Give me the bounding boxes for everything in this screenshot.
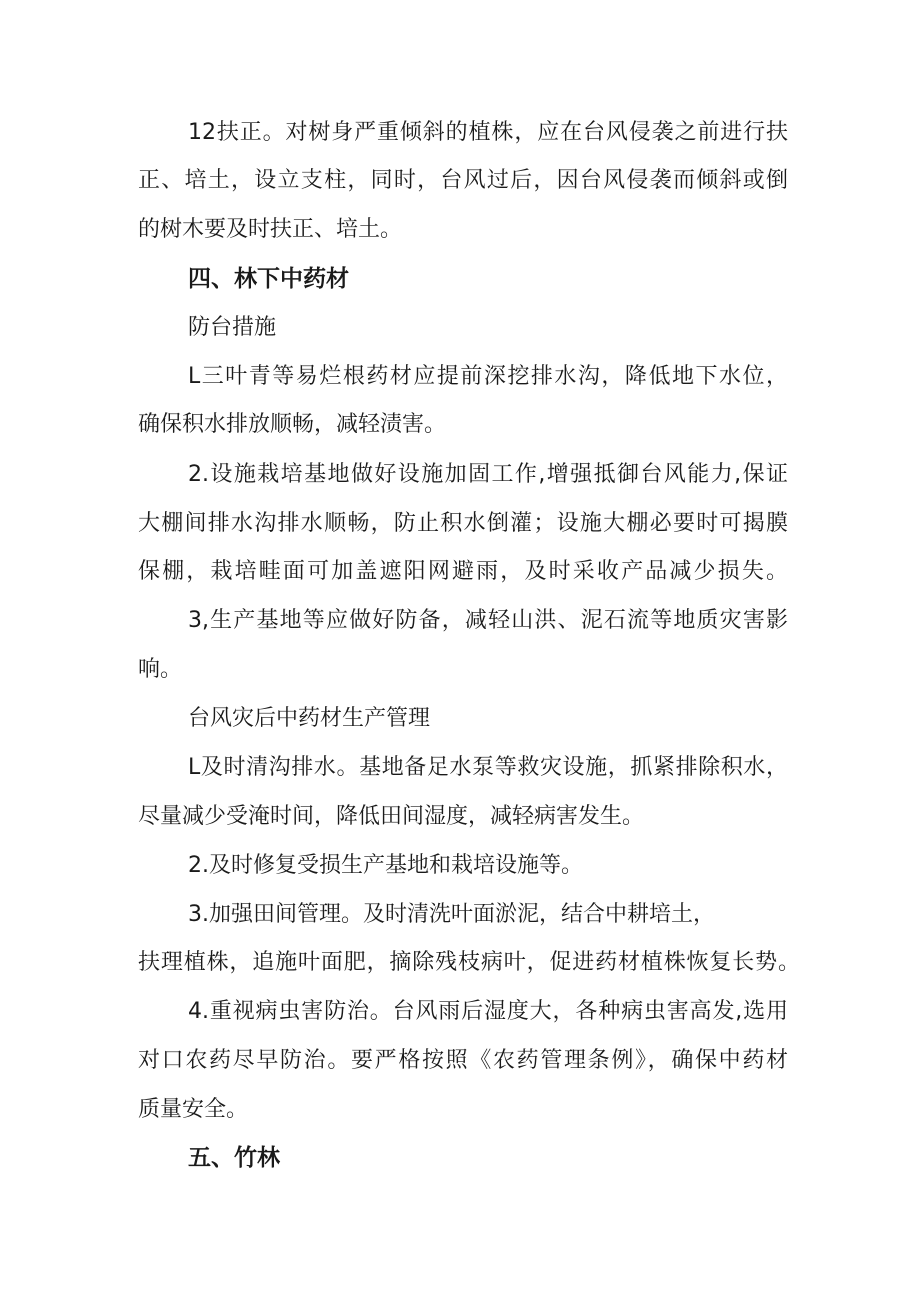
subheading: 防台措施 (188, 315, 277, 340)
text-line: 质量安全。 (138, 1097, 249, 1122)
text-line: 12扶正。对树身严重倾斜的植株，应在台风侵袭之前进行扶 (188, 120, 788, 145)
text-line: 4.重视病虫害防治。台风雨后湿度大，各种病虫害高发,选用 (188, 999, 788, 1024)
text-line: 保棚，栽培畦面可加盖遮阳网避雨，及时采收产品减少损失。 (138, 559, 788, 584)
text-line: L及时清沟排水。基地备足水泵等救灾设施，抓紧排除积水， (188, 755, 788, 780)
text-line: 对口农药尽早防治。要严格按照《农药管理条例》，确保中药材 (138, 1048, 788, 1073)
text-line: 确保积水排放顺畅，减轻渍害。 (138, 412, 447, 437)
text-line: 尽量减少受淹时间，降低田间湿度，减轻病害发生。 (138, 804, 645, 829)
text-line: 扶理植株，追施叶面肥，摘除残枝病叶，促进药材植株恢复长势。 (138, 950, 800, 975)
text-line: 2.设施栽培基地做好设施加固工作,增强抵御台风能力,保证 (188, 462, 788, 487)
text-line: L三叶青等易烂根药材应提前深挖排水沟，降低地下水位， (188, 364, 788, 389)
text-line: 的树木要及时扶正、培土。 (138, 217, 403, 242)
text-line: 2.及时修复受损生产基地和栽培设施等。 (188, 853, 583, 878)
text-line: 大棚间排水沟排水顺畅，防止积水倒灌；设施大棚必要时可揭膜 (138, 511, 788, 536)
text-line: 3,生产基地等应做好防备，减轻山洪、泥石流等地质灾害影 (188, 608, 788, 633)
subheading: 台风灾后中药材生产管理 (188, 706, 431, 731)
text-line: 3.加强田间管理。及时清洗叶面淤泥，结合中耕培土， (188, 902, 715, 927)
text-line: 正、培土，设立支柱，同时，台风过后，因台风侵袭而倾斜或倒 (138, 168, 788, 193)
section-heading: 五、竹林 (188, 1145, 280, 1171)
section-heading: 四、林下中药材 (188, 266, 349, 292)
text-line: 响。 (138, 657, 183, 682)
